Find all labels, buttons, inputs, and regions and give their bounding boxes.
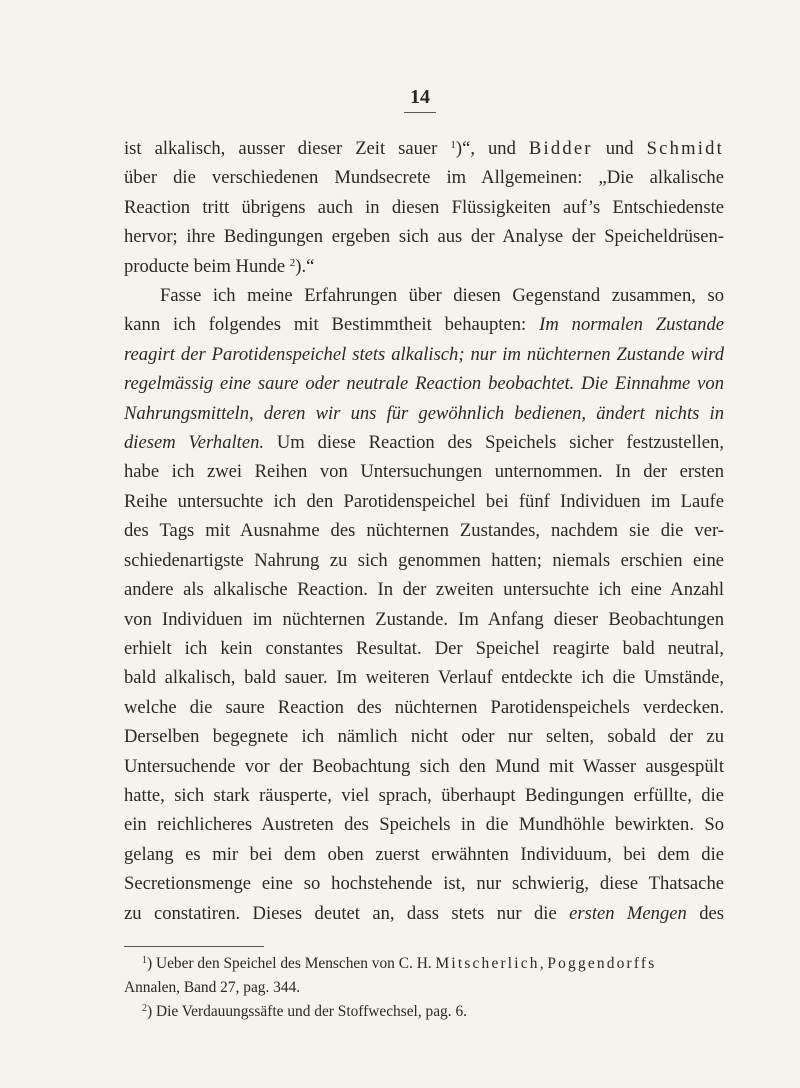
text-line: [124, 281, 724, 310]
text-run: ) Die Verdauungssäfte und der Stoffwechsel, pag. 6.: [147, 1003, 467, 1020]
footnote-line: [124, 952, 724, 976]
spaced-name: Poggendorffs: [547, 955, 657, 972]
text-run: erhielt ich kein constantes Resultat. Der Speichel reagirte bald neutral,: [124, 637, 724, 659]
text-line: [124, 663, 724, 692]
text-run: Reaction tritt übrigens auch in diesen Flüssigkeiten auf’s Entschiedenste: [124, 196, 724, 218]
text-line: [124, 634, 724, 663]
text-run: über die verschiedenen Mundsecrete im Allgemeinen: „Die alkalische: [124, 167, 724, 189]
text-run: kann ich folgendes mit Bestimmtheit behaupten:: [124, 314, 540, 336]
text-line: [124, 722, 724, 751]
text-run: Reihe untersuchte ich den Parotidenspeichel bei fünf Individuen im Laufe: [124, 490, 724, 512]
text-run: von Individuen im nüchternen Zustande. Im Anfang dieser Beobachtungen: [124, 608, 724, 630]
text-line: [124, 252, 724, 281]
spaced-name: Bidder: [528, 138, 593, 159]
text-run: Derselben begegnete ich nämlich nicht oder nur selten, sobald der zu: [124, 726, 724, 748]
text-run: ) Ueber den Speichel des Menschen von C. H.: [147, 955, 436, 972]
text-run: hervor; ihre Bedingungen ergeben sich aus der Analyse der Speicheldrüsen-: [124, 226, 724, 248]
text-run: welche die saure Reaction des nüchternen Parotidenspeichels verdecken.: [124, 696, 724, 718]
text-line: [124, 869, 724, 898]
emphasis-text: ersten Mengen: [569, 902, 687, 924]
text-line: [124, 516, 724, 545]
text-run: gelang es mir bei dem oben zuerst erwähnten Individuum, bei dem die: [124, 843, 724, 865]
footnote-separator: [124, 946, 264, 947]
text-run: Secretionsmenge eine so hochstehende ist, nur schwierig, diese Thatsache: [124, 873, 724, 895]
text-line: [124, 546, 724, 575]
text-run: )“, und: [455, 138, 529, 159]
text-line: [124, 222, 724, 251]
spaced-name: Schmidt: [646, 138, 724, 159]
text-line: [124, 693, 724, 722]
emphasis-text: Nahrungsmitteln, deren wir uns für gewöhnlich bedienen, ändert nichts in: [124, 402, 724, 424]
text-run: hatte, sich stark räusperte, viel sprach, überhaupt Bedingungen erfüllte, die: [124, 784, 724, 806]
text-line: [124, 575, 724, 604]
text-run: ist alkalisch, ausser dieser Zeit sauer: [124, 138, 451, 159]
text-line: [124, 163, 724, 192]
text-line: [124, 399, 724, 428]
emphasis-text: diesem Verhalten.: [124, 432, 265, 454]
body-text: [124, 134, 724, 928]
text-run: andere als alkalische Reaction. In der zweiten untersuchte ich eine Anzahl: [124, 579, 724, 601]
text-line: [124, 752, 724, 781]
text-line: [124, 781, 724, 810]
footnote-line: [124, 976, 724, 1000]
text-run: Um diese Reaction des Speichels sicher festzustellen,: [264, 432, 724, 454]
text-run: Untersuchende vor der Beobachtung sich den Mund mit Wasser ausgespült: [124, 755, 724, 777]
text-line: [124, 810, 724, 839]
footnotes: [124, 952, 724, 1024]
footnote-marker: 2: [289, 256, 296, 269]
text-line: [124, 487, 724, 516]
text-line: [124, 369, 724, 398]
footnote-marker: 1: [450, 139, 456, 151]
text-run: habe ich zwei Reihen von Untersuchungen unternommen. In der ersten: [124, 461, 724, 483]
text-run: ein reichlicheres Austreten des Speichels in die Mundhöhle bewirkten. So: [124, 814, 724, 836]
text-line: [124, 840, 724, 869]
text-run: schiedenartigste Nahrung zu sich genommen hatten; niemals erschien eine: [124, 549, 724, 571]
text-run: des: [686, 902, 724, 924]
text-line: [124, 457, 724, 486]
text-run: des Tags mit Ausnahme des nüchternen Zustandes, nachdem sie die ver-: [124, 520, 724, 542]
text-run: Fasse ich meine Erfahrungen über diesen Gegenstand zusammen, so: [160, 285, 724, 307]
text-line: [124, 310, 724, 339]
text-line: [124, 340, 724, 369]
text-line: [124, 193, 724, 222]
emphasis-text: Im normalen Zustande: [539, 314, 724, 336]
text-run: bald alkalisch, bald sauer. Im weiteren Verlauf entdeckte ich die Umstände,: [124, 667, 724, 689]
spaced-name: Mitscherlich: [435, 955, 540, 972]
text-run: ).“: [295, 255, 315, 277]
text-line: [124, 605, 724, 634]
emphasis-text: regelmässig eine saure oder neutrale Reaction beobachtet. Die Einnahme von: [124, 373, 724, 395]
page-number: 14: [410, 86, 430, 108]
footnote-number: 2: [142, 1003, 147, 1014]
text-run: Annalen, Band 27, pag. 344.: [124, 979, 301, 996]
text-line: [124, 428, 724, 457]
footnote-number: 1: [142, 955, 147, 966]
text-run: ,: [539, 955, 548, 972]
footnote-line: [124, 1000, 724, 1024]
text-line: [124, 134, 724, 163]
page-number-rule: [404, 112, 436, 113]
emphasis-text: reagirt der Parotidenspeichel stets alkalisch; nur im nüchternen Zustande wird: [124, 343, 724, 365]
text-run: zu constatiren. Dieses deutet an, dass stets nur die: [124, 902, 570, 924]
text-run: und: [592, 138, 647, 159]
text-line: [124, 899, 724, 928]
text-run: producte beim Hunde: [124, 255, 290, 277]
